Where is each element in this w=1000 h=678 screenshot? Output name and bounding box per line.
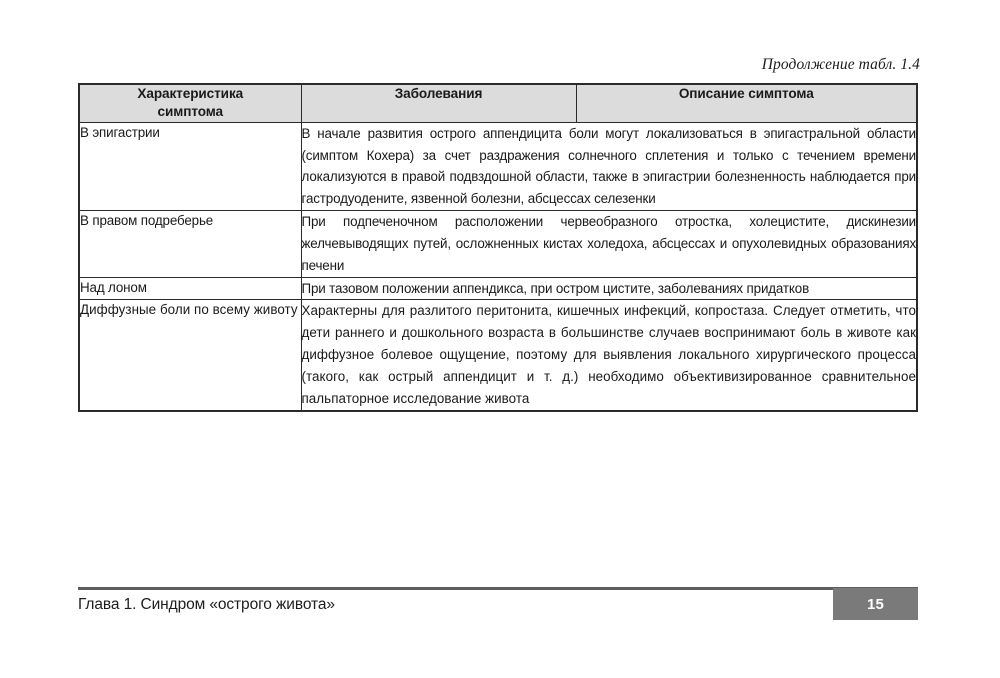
row-description: В начале развития острого аппендицита боли могут локализоваться в эпигастральной области (симптом Кохера) за счет раздражения солнечного сплетения и только с течением времени локализуются в правой подвздошной области, также в эпигастрии болезненность наблюдается при гастродуодените, язвенной болезни, абсцессах селезенки (301, 122, 917, 210)
column-header-diseases: Заболевания (301, 84, 576, 122)
row-characteristic: Над лоном (79, 277, 301, 300)
table-row (79, 211, 917, 278)
column-header-description: Описание симптома (576, 84, 917, 122)
table-row (79, 300, 917, 411)
symptom-table-container (78, 83, 918, 412)
table-header-row (79, 84, 917, 122)
column-header-characteristic (79, 84, 301, 122)
row-description: При подпеченочном расположении червеобразного отростка, холецистите, дискинезии желчевыводящих путей, осложненных кистах холедоха, абсцессах и опухолевидных образованиях печени (301, 211, 917, 278)
row-description: При тазовом положении аппендикса, при остром цистите, заболеваниях придатков (301, 277, 917, 300)
row-characteristic: В правом подреберье (79, 211, 301, 278)
row-description: Характерны для разлитого перитонита, кишечных инфекций, копростаза. Следует отметить, что дети раннего и дошкольного возраста в большинстве случаев воспринимают боль в животе как диффузное болевое ощущение, поэтому для выявления локального хирургического процесса (такого, как острый аппендицит и т. д.) необходимо объективизированное сравнительное пальпаторное исследование живота (301, 300, 917, 411)
column-header-characteristic-line2: симптома (157, 104, 223, 120)
footer-chapter-title: Глава 1. Синдром «острого живота» (78, 596, 335, 613)
table-row (79, 122, 917, 210)
running-head: Продолжение табл. 1.4 (761, 56, 920, 73)
footer-divider (78, 587, 918, 590)
symptom-table (78, 83, 918, 412)
page-number: 15 (866, 595, 885, 613)
row-characteristic: Диффузные боли по всему животу (79, 300, 301, 411)
page-number-badge (833, 588, 918, 620)
column-header-characteristic-line1: Характеристика (137, 86, 244, 101)
table-row (79, 277, 917, 300)
row-characteristic: В эпигастрии (79, 122, 301, 210)
